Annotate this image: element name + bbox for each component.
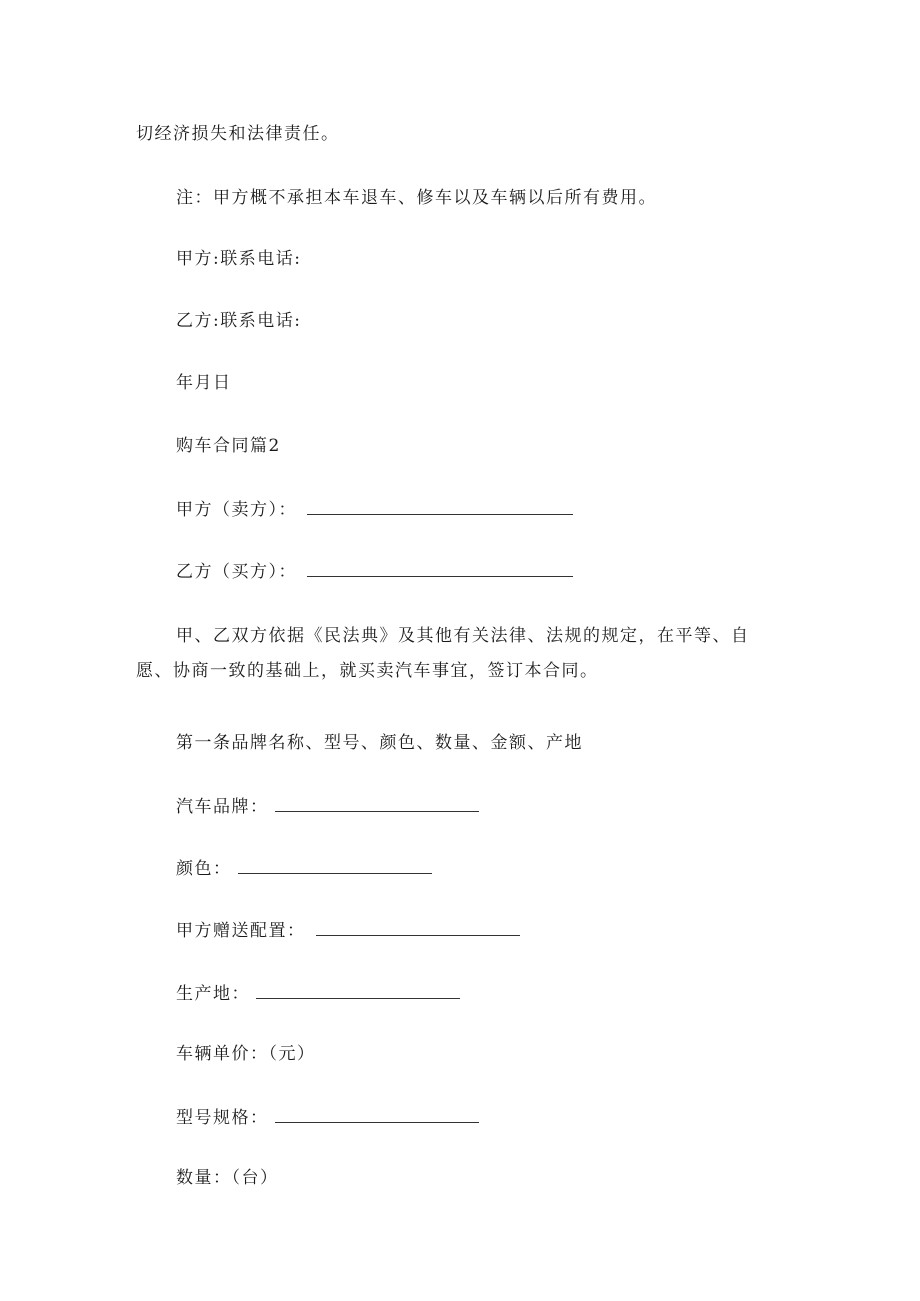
color-line bbox=[176, 855, 432, 881]
buyer-line bbox=[176, 558, 573, 584]
text-line-liability bbox=[136, 122, 340, 146]
unit-price-text: 车辆单价：（元） bbox=[176, 1044, 316, 1064]
unit-price-line bbox=[176, 1042, 316, 1066]
origin-line bbox=[176, 980, 460, 1006]
party-b-contact bbox=[176, 309, 301, 333]
model-label: 型号规格： bbox=[176, 1108, 269, 1128]
party-a-contact bbox=[176, 247, 301, 271]
origin-blank bbox=[256, 980, 460, 999]
brand-label: 汽车品牌： bbox=[176, 797, 269, 817]
quantity-text: 数量：（台） bbox=[176, 1168, 279, 1188]
liability-text: 切经济损失和法律责任。 bbox=[136, 124, 340, 144]
buyer-label: 乙方（买方）： bbox=[176, 562, 297, 582]
article-one-text: 第一条品牌名称、型号、颜色、数量、金额、产地 bbox=[176, 733, 583, 753]
note-line bbox=[176, 186, 657, 210]
section-heading bbox=[176, 434, 281, 458]
model-blank bbox=[275, 1104, 479, 1123]
section-heading-text: 购车合同篇2 bbox=[176, 436, 281, 456]
seller-label: 甲方（卖方）： bbox=[176, 500, 297, 520]
party-a-contact-text: 甲方:联系电话: bbox=[176, 249, 302, 269]
note-text: 注：甲方概不承担本车退车、修车以及车辆以后所有费用。 bbox=[176, 188, 657, 208]
gift-config-line bbox=[176, 917, 520, 943]
brand-blank bbox=[275, 793, 479, 812]
color-blank bbox=[238, 855, 432, 874]
quantity-line bbox=[176, 1166, 279, 1190]
color-label: 颜色： bbox=[176, 859, 232, 879]
brand-line bbox=[176, 793, 479, 819]
seller-line bbox=[176, 496, 573, 522]
article-one-heading bbox=[176, 731, 583, 755]
date-text: 年月日 bbox=[176, 373, 232, 393]
seller-blank bbox=[307, 496, 573, 515]
party-b-contact-text: 乙方:联系电话: bbox=[176, 311, 302, 331]
buyer-blank bbox=[307, 558, 573, 577]
gift-config-label: 甲方赠送配置： bbox=[176, 921, 306, 941]
gift-config-blank bbox=[316, 917, 520, 936]
model-line bbox=[176, 1104, 479, 1130]
date-line bbox=[176, 371, 232, 395]
origin-label: 生产地： bbox=[176, 984, 250, 1004]
intro-paragraph: 甲、乙双方依据《民法典》及其他有关法律、法规的规定，在平等、自愿、协商一致的基础上，就买卖汽车事宜，签订本合同。 bbox=[136, 626, 750, 681]
